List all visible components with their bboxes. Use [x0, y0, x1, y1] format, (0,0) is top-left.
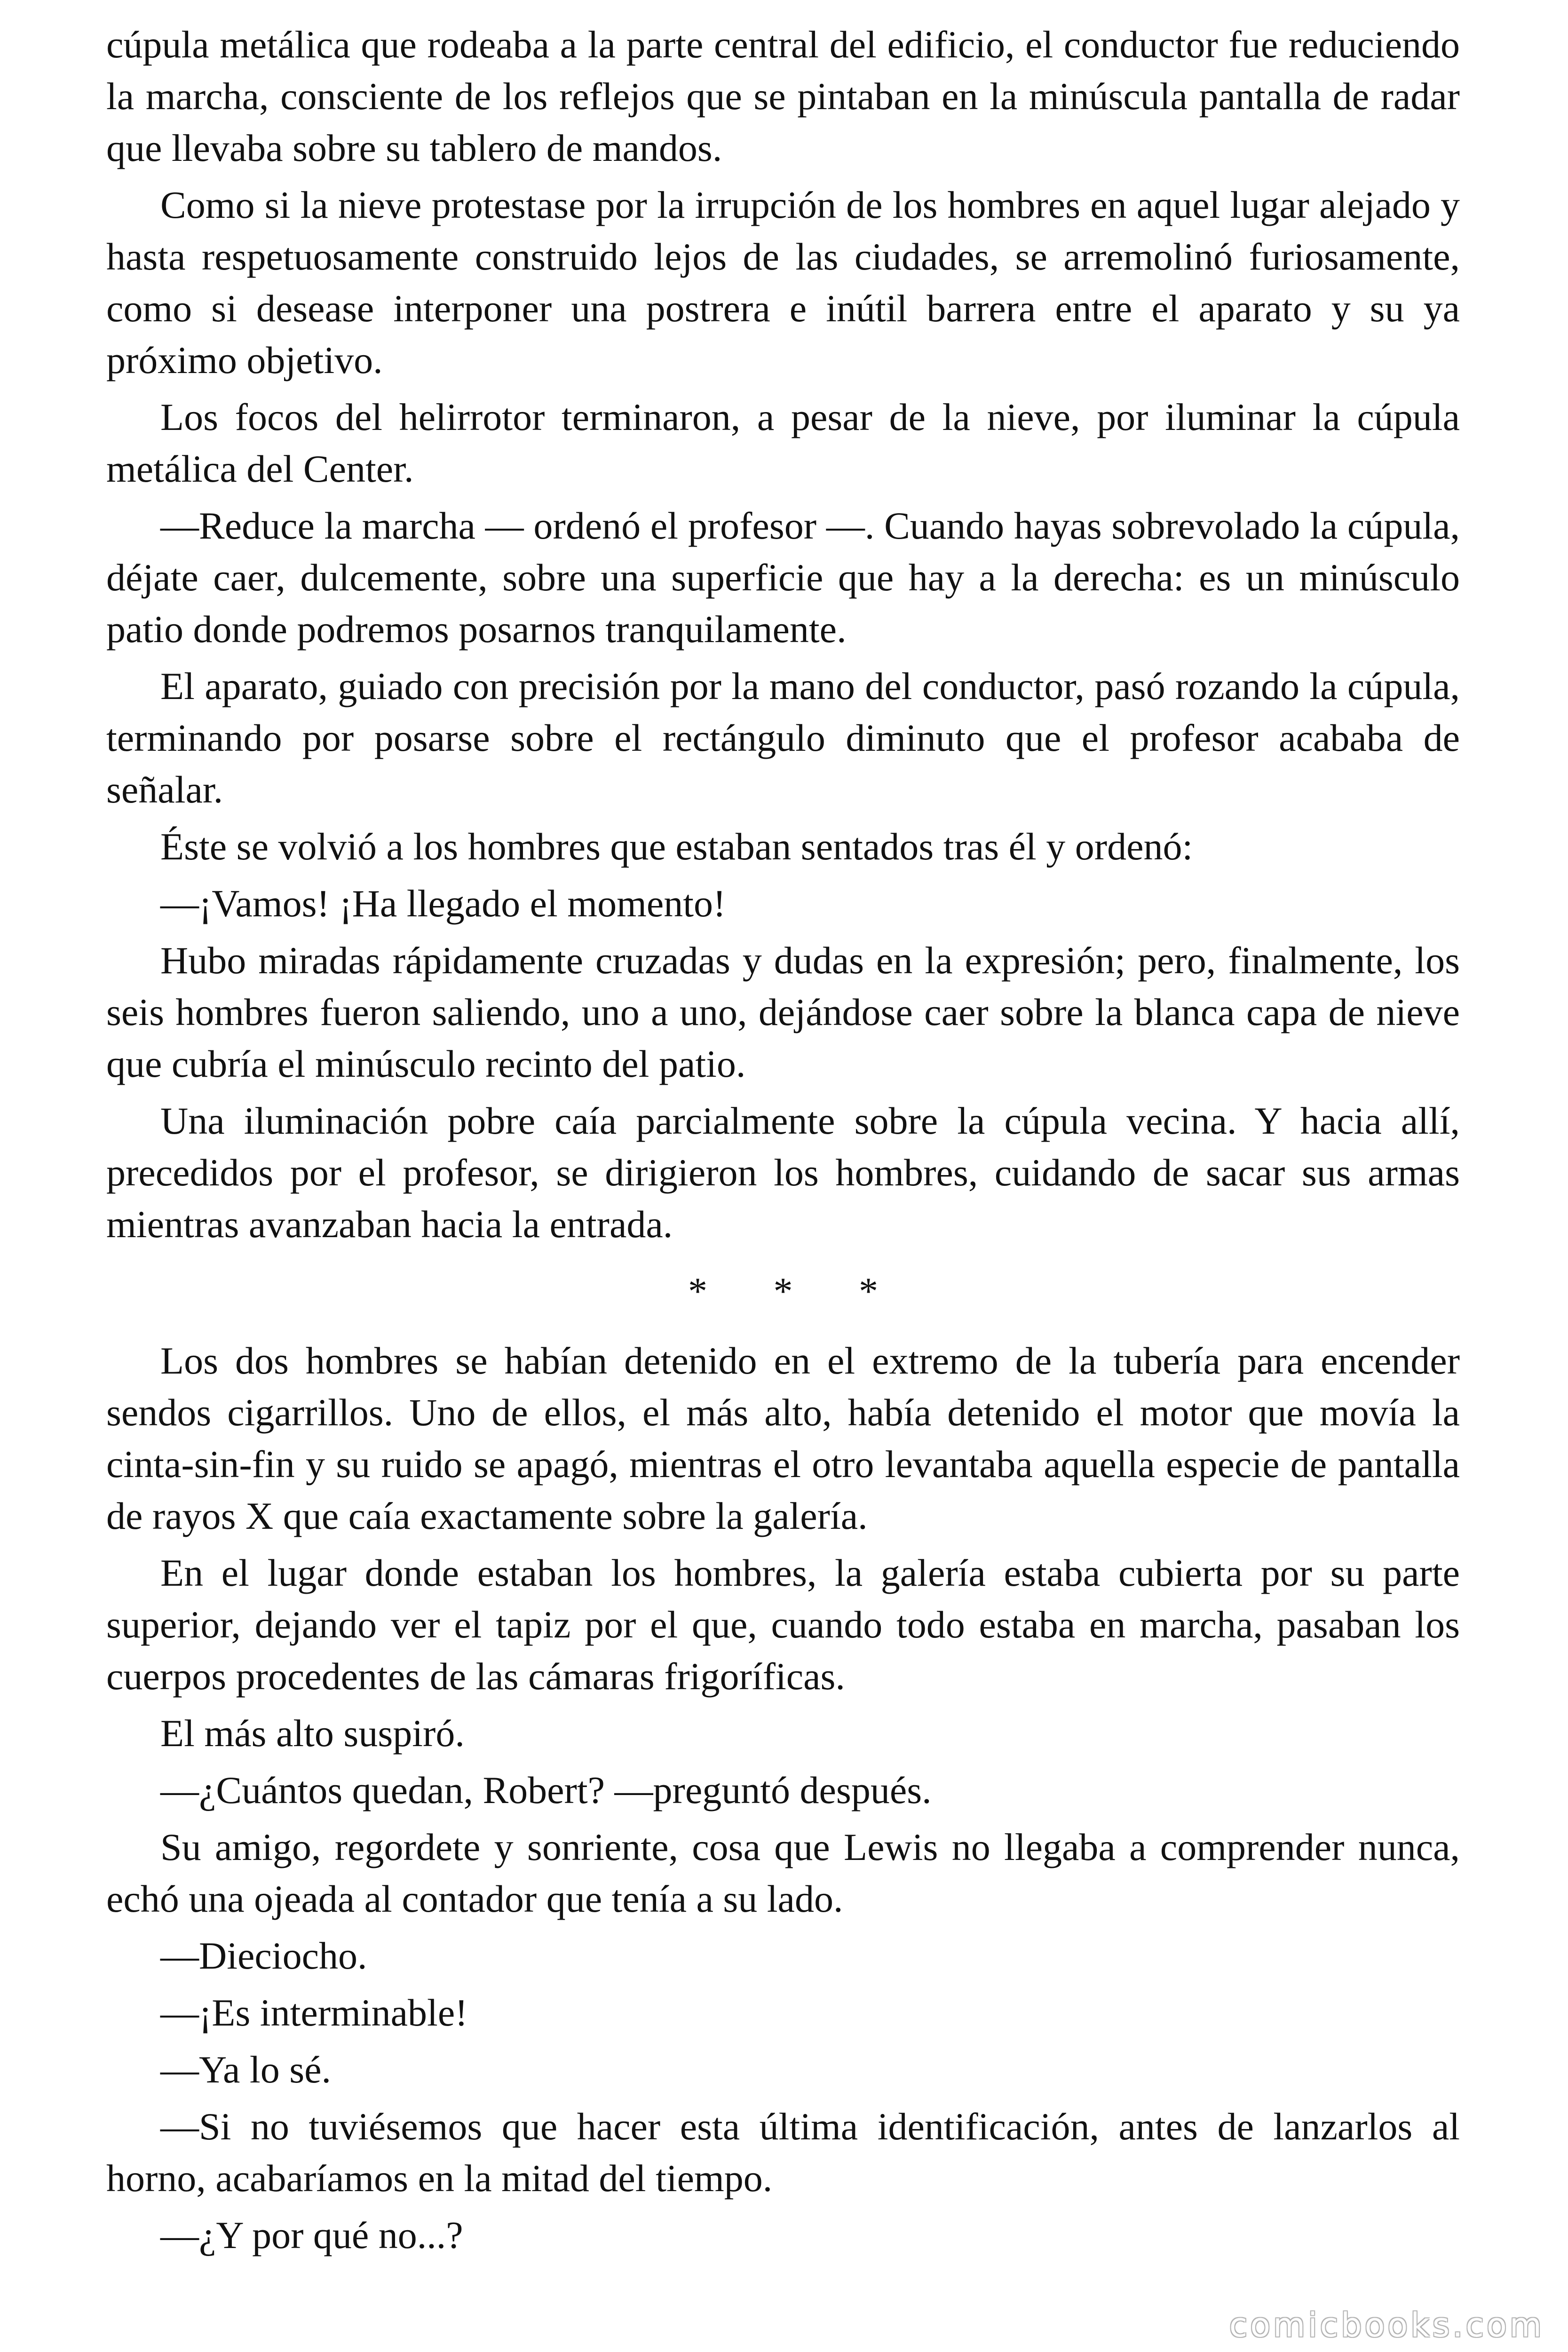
watermark: comicbooks.com [1229, 2306, 1544, 2344]
paragraph: Éste se volvió a los hombres que estaban sentados tras él y ordenó: [160, 825, 1193, 868]
paragraph: El más alto suspiró. [160, 1712, 465, 1755]
paragraph: El aparato, guiado con precisión por la mano del conductor, pasó rozando la cúpula, terminando por posarse sobre el rectángulo diminuto que el profesor acababa de señalar. [106, 665, 1460, 811]
paragraph: Una iluminación pobre caía parcialmente sobre la cúpula vecina. Y hacia allí, precedidos por el profesor, se dirigieron los hombres, cuidando de sacar sus armas mientras avanzaban hacia la entrada. [106, 1099, 1460, 1246]
paragraph: Los focos del helirrotor terminaron, a pesar de la nieve, por iluminar la cúpula metálica del Center. [106, 396, 1460, 490]
page-text [106, 19, 1460, 2266]
paragraph: Su amigo, regordete y sonriente, cosa que Lewis no llegaba a comprender nunca, echó una ojeada al contador que tenía a su lado. [106, 1826, 1460, 1920]
paragraph: Como si la nieve protestase por la irrupción de los hombres en aquel lugar alejado y hasta respetuosamente construido lejos de las ciudades, se arremolinó furiosamente, como si desease interponer una postrera e inútil barrera entre el aparato y su ya próximo objetivo. [106, 183, 1460, 381]
paragraph: —Dieciocho. [160, 1934, 367, 1977]
paragraph: Los dos hombres se habían detenido en el extremo de la tubería para encender sendos cigarrillos. Uno de ellos, el más alto, había detenido el motor que movía la cinta-sin-fin y su ruido se apagó, mientras el otro levantaba aquella especie de pantalla de rayos X que caía exactamente sobre la galería. [106, 1339, 1460, 1537]
paragraph: Hubo miradas rápidamente cruzadas y dudas en la expresión; pero, finalmente, los seis hombres fueron saliendo, uno a uno, dejándose caer sobre la blanca capa de nieve que cubría el minúsculo recinto del patio. [106, 939, 1460, 1085]
paragraph: —Si no tuviésemos que hacer esta última identificación, antes de lanzarlos al horno, acabaríamos en la mitad del tiempo. [106, 2105, 1460, 2200]
paragraph: —¿Cuántos quedan, Robert? —preguntó después. [160, 1769, 932, 1812]
section-separator: * * * [688, 1270, 878, 1312]
paragraph: —¡Vamos! ¡Ha llegado el momento! [160, 882, 726, 925]
paragraph: En el lugar donde estaban los hombres, la galería estaba cubierta por su parte superior, dejando ver el tapiz por el que, cuando todo estaba en marcha, pasaban los cuerpos procedentes de las cámaras frigoríficas. [106, 1551, 1460, 1698]
paragraph: —Ya lo sé. [160, 2048, 331, 2091]
paragraph: —¡Es interminable! [160, 1991, 468, 2034]
paragraph: —¿Y por qué no...? [160, 2214, 463, 2257]
paragraph: cúpula metálica que rodeaba a la parte central del edificio, el conductor fue reduciendo la marcha, consciente de los reflejos que se pintaban en la minúscula pantalla de radar que llevaba sobre su tablero de mandos. [106, 23, 1460, 169]
paragraph: —Reduce la marcha — ordenó el profesor —. Cuando hayas sobrevolado la cúpula, déjate caer, dulcemente, sobre una superficie que hay a la derecha: es un minúsculo patio donde podremos posarnos tranquilamente. [106, 504, 1460, 651]
